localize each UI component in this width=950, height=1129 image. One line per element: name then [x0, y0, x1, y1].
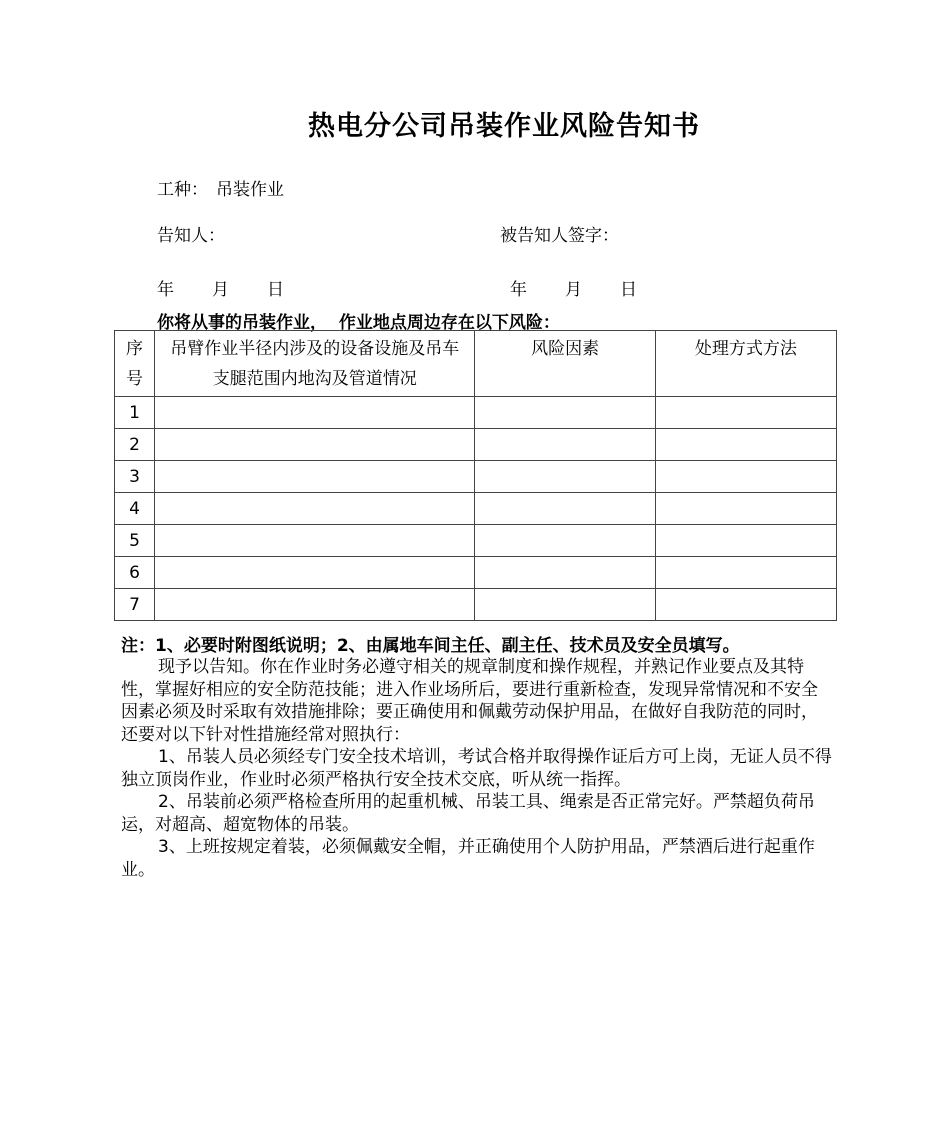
equipment-cell[interactable] [155, 525, 475, 557]
table-row [115, 589, 837, 621]
equipment-cell[interactable] [155, 397, 475, 429]
risk-factor-cell[interactable] [475, 589, 655, 621]
method-cell[interactable] [655, 461, 836, 493]
table-row [115, 557, 837, 589]
method-cell[interactable] [655, 525, 836, 557]
header-serial-no: 序号 [115, 331, 155, 397]
risk-factor-cell[interactable] [475, 525, 655, 557]
equipment-cell[interactable] [155, 557, 475, 589]
job-type-value: 吊装作业 [216, 180, 284, 200]
risk-factor-cell[interactable] [475, 397, 655, 429]
risk-factor-cell[interactable] [475, 493, 655, 525]
risk-factor-cell[interactable] [475, 429, 655, 461]
row-number: 6 [115, 557, 155, 589]
header-handling-method: 处理方式方法 [655, 331, 836, 397]
equipment-cell[interactable] [155, 589, 475, 621]
notice-paragraph: 现予以告知。你在作业时务必遵守相关的规章制度和操作规程，并熟记作业要点及其特性，掌握好相应的安全防范技能；进入作业场所后，要进行重新检查，发现异常情况和不安全因素必须及时采取有效措施排除；要正确使用和佩戴劳动保护用品，在做好自我防范的同时，还要对以下针对性措施经常对照执行： [121, 657, 818, 745]
table-row [115, 429, 837, 461]
row-number: 4 [115, 493, 155, 525]
notified-signature-label: 被告知人签字： [500, 226, 619, 246]
notifier-date-year: 年 [157, 280, 174, 300]
measure-item: 3、上班按规定着装，必须佩戴安全帽，并正确使用个人防护用品，严禁酒后进行起重作业。 [121, 837, 815, 880]
equipment-cell[interactable] [155, 461, 475, 493]
notifier-date-month: 月 [212, 280, 229, 300]
method-cell[interactable] [655, 397, 836, 429]
equipment-cell[interactable] [155, 493, 475, 525]
risk-table [114, 330, 837, 621]
risk-factor-cell[interactable] [475, 461, 655, 493]
table-row [115, 493, 837, 525]
table-note: 注：1、必要时附图纸说明；2、由属地车间主任、副主任、技术员及安全员填写。 [121, 636, 740, 656]
row-number: 1 [115, 397, 155, 429]
notified-date-year: 年 [510, 280, 527, 300]
row-number: 5 [115, 525, 155, 557]
equipment-cell[interactable] [155, 429, 475, 461]
table-row [115, 461, 837, 493]
method-cell[interactable] [655, 493, 836, 525]
notifier-label: 告知人： [157, 226, 225, 246]
method-cell[interactable] [655, 429, 836, 461]
row-number: 2 [115, 429, 155, 461]
header-risk-factor: 风险因素 [475, 331, 655, 397]
table-header-row [115, 331, 837, 397]
page-title: 热电分公司吊装作业风险告知书 [308, 111, 700, 142]
row-number: 3 [115, 461, 155, 493]
method-cell[interactable] [655, 557, 836, 589]
notified-date-month: 月 [565, 280, 582, 300]
table-row [115, 525, 837, 557]
job-type-label: 工种： [157, 180, 208, 200]
row-number: 7 [115, 589, 155, 621]
method-cell[interactable] [655, 589, 836, 621]
risk-factor-cell[interactable] [475, 557, 655, 589]
header-equipment: 吊臂作业半径内涉及的设备设施及吊车支腿范围内地沟及管道情况 [155, 331, 475, 397]
table-row [115, 397, 837, 429]
measure-item: 2、吊装前必须严格检查所用的起重机械、吊装工具、绳索是否正常完好。严禁超负荷吊运，对超高、超宽物体的吊装。 [121, 792, 815, 835]
notifier-date-day: 日 [267, 280, 284, 300]
risk-intro: 你将从事的吊装作业， 作业地点周边存在以下风险： [157, 313, 560, 333]
notified-date-day: 日 [620, 280, 637, 300]
measure-item: 1、吊装人员必须经专门安全技术培训，考试合格并取得操作证后方可上岗，无证人员不得独立顶岗作业，作业时必须严格执行安全技术交底，听从统一指挥。 [121, 747, 832, 790]
